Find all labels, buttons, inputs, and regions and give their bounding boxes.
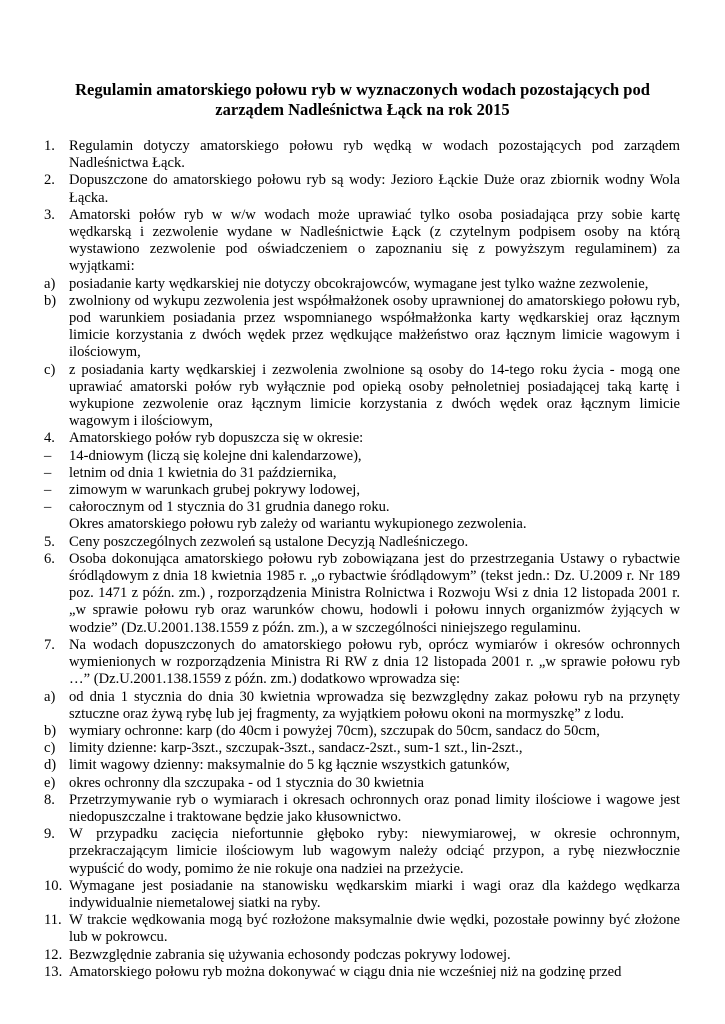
list-item (0, 362, 725, 431)
list-item (0, 947, 725, 964)
list-marker: 10. (44, 877, 63, 894)
list-marker: 3. (44, 206, 55, 223)
list-item (0, 757, 725, 774)
list-item (0, 775, 725, 792)
list-marker: b) (44, 292, 57, 309)
list-item-text: okres ochronny dla szczupaka - od 1 stycznia do 30 kwietnia (69, 774, 425, 791)
list-marker: a) (44, 275, 56, 292)
list-item (0, 878, 725, 912)
list-marker: d) (44, 757, 57, 774)
list-item (0, 482, 725, 499)
list-item (0, 689, 725, 723)
list-item-text: całorocznym od 1 stycznia do 31 grudnia danego roku. (69, 499, 390, 516)
list-item (0, 448, 725, 465)
list-marker: – (44, 499, 52, 516)
list-item-text: Przetrzymywanie ryb o wymiarach i okresach ochronnych oraz ponad limity ilościowe i wagowe jest niedopuszczalne i traktowane będzie jako kłusownictwo. (69, 791, 680, 825)
list-item (0, 826, 725, 878)
list-item (0, 964, 725, 981)
list-item (0, 912, 725, 946)
list-marker: 9. (44, 826, 55, 843)
list-marker: a) (44, 688, 56, 705)
list-item-text: 14-dniowym (liczą się kolejne dni kalendarzowe), (69, 447, 362, 464)
list-item-text: zimowym w warunkach grubej pokrywy lodowej, (69, 482, 360, 499)
list-item-text: Na wodach dopuszczonych do amatorskiego połowu ryb, oprócz wymiarów i okresów ochronnych wymienionych w rozporządzenia Ministra Ri RW z dnia 12 listopada 2001 r. „w sprawie połowu ryb …” (Dz.U.2001.138.1559 z późn. zm.) dodatkowo wprowadza się: (69, 636, 680, 688)
list-marker: c) (44, 361, 56, 378)
list-item-text: Wymagane jest posiadanie na stanowisku wędkarskim miarki i wagi oraz dla każdego wędkarza indywidualnie niemetalowej siatki na ryby. (69, 877, 680, 911)
list-item-text: Bezwzględnie zabrania się używania echosondy podczas pokrywy lodowej. (69, 946, 511, 963)
list-item (0, 723, 725, 740)
list-item-text: Amatorski połów ryb w w/w wodach może uprawiać tylko osoba posiadająca przy sobie kartę wędkarską i zezwolenie wydane w Nadleśnictwie Łąck (z czytelnym podpisem osoby na którą wystawiono zezwolenie pod oświadczeniem o zapoznaniu się z powyższym regulaminem) za wyjątkami: (69, 206, 680, 275)
list-item-text: W trakcie wędkowania mogą być rozłożone maksymalnie dwie wędki, pozostałe powinny być złożone lub w pokrowcu. (69, 912, 680, 946)
list-marker: 12. (44, 946, 63, 963)
list-item (0, 207, 725, 276)
list-item (0, 465, 725, 482)
list-marker: 11. (44, 912, 62, 929)
list-marker: 8. (44, 791, 55, 808)
list-item (0, 551, 725, 637)
list-marker: – (44, 447, 52, 464)
list-item-text: limity dzienne: karp-3szt., szczupak-3szt., sandacz-2szt., sum-1 szt., lin-2szt., (69, 740, 523, 757)
list-item-text: Amatorskiego połów ryb dopuszcza się w okresie: (69, 430, 364, 447)
list-item-text: W przypadku zacięcia niefortunnie głęboko ryby: niewymiarowej, w okresie ochronnym, przekraczającym limicie ilościowym lub wagowym należy odciąć przypon, a rybę niezwłocznie wypuścić do wody, pomimo że nie rokuje ona nadziei na przeżycie. (69, 826, 680, 877)
list-item (0, 293, 725, 362)
title-line-2: zarządem Nadleśnictwa Łąck na rok 2015 (215, 100, 510, 119)
list-item-text: Osoba dokonująca amatorskiego połowu ryb zobowiązana jest do przestrzegania Ustawy o rybactwie śródlądowym z dnia 18 kwietnia 1985 r. „o rybactwie śródlądowym” (tekst jedn.: Dz. U.2009 r. Nr 189 poz. 1471 z późn. zm.) , rozporządzenia Ministra Rolnictwa i Rozwoju Wsi z dnia 12 listopada 2001 r. „w sprawie połowu ryb oraz warunków chowu, hodowli i połowu innych organizmów żyjących w wodzie” (Dz.U.2001.138.1559 z późn. zm.), a w szczególności niniejszego regulaminu. (69, 550, 680, 636)
list-item (0, 637, 725, 689)
regulation-list (0, 138, 725, 981)
list-item-text: wymiary ochronne: karp (do 40cm i powyżej 70cm), szczupak do 50cm, sandacz do 50cm, (69, 722, 600, 739)
list-marker: – (44, 482, 52, 499)
list-item (0, 172, 725, 206)
list-marker: e) (44, 774, 56, 791)
list-item-text: Okres amatorskiego połowu ryb zależy od wariantu wykupionego zezwolenia. (69, 516, 527, 533)
list-item (0, 740, 725, 757)
list-marker: 7. (44, 636, 55, 653)
list-item (0, 792, 725, 826)
list-item-text: Amatorskiego połowu ryb można dokonywać w ciągu dnia nie wcześniej niż na godzinę przed (69, 963, 622, 980)
list-marker: 1. (44, 138, 55, 154)
list-marker: 6. (44, 550, 55, 567)
list-item (0, 516, 725, 533)
list-item-text: od dnia 1 stycznia do dnia 30 kwietnia wprowadza się bezwzględny zakaz połowu ryb na przynęty sztuczne oraz żywą rybę lub jej fragmenty, za wyjątkiem połowu okoni na mormyszkę” z lodu. (69, 688, 680, 722)
list-marker: 13. (44, 963, 63, 980)
list-item (0, 276, 725, 293)
title-line-1: Regulamin amatorskiego połowu ryb w wyznaczonych wodach pozostających pod (75, 80, 650, 99)
list-item-text: posiadanie karty wędkarskiej nie dotyczy obcokrajowców, wymagane jest tylko ważne zezwolenie, (69, 275, 649, 292)
list-item (0, 138, 725, 172)
list-item-text: z posiadania karty wędkarskiej i zezwolenia zwolnione są osoby do 14-tego roku życia - mogą one uprawiać amatorski połów ryb wyłącznie pod opieką osoby pełnoletniej posiadającej taką kartę i wykupione zezwolenie oraz łącznym limicie korzystania z dwóch wędek oraz łącznym limicie wagowym i ilościowym, (69, 361, 680, 430)
list-item (0, 430, 725, 447)
list-item-text: Dopuszczone do amatorskiego połowu ryb są wody: Jezioro Łąckie Duże oraz zbiornik wodny Wola Łącka. (69, 172, 680, 206)
list-item (0, 534, 725, 551)
list-marker: – (44, 464, 52, 481)
list-item-text: zwolniony od wykupu zezwolenia jest współmałżonek osoby uprawnionej do amatorskiego połowu ryb, pod warunkiem posiadania przez wspomnianego współmałżonka karty wędkarskiej oraz łącznym limicie korzystania z dwóch wędek przez wędkujące małżeństwo oraz łącznym limicie wagowym i ilościowym, (69, 292, 680, 361)
list-item-text: limit wagowy dzienny: maksymalnie do 5 kg łącznie wszystkich gatunków, (69, 757, 510, 774)
list-item-text: Regulamin dotyczy amatorskiego połowu ryb wędką w wodach pozostających pod zarządem Nadleśnictwa Łąck. (69, 138, 680, 172)
list-marker: b) (44, 722, 57, 739)
list-item-text: Ceny poszczególnych zezwoleń są ustalone Decyzją Nadleśniczego. (69, 533, 469, 550)
list-item-text: letnim od dnia 1 kwietnia do 31 października, (69, 464, 337, 481)
list-item (0, 499, 725, 516)
list-marker: 2. (44, 172, 55, 189)
document-title (50, 80, 675, 120)
list-marker: c) (44, 740, 56, 757)
list-marker: 4. (44, 430, 55, 447)
list-marker: 5. (44, 533, 55, 550)
